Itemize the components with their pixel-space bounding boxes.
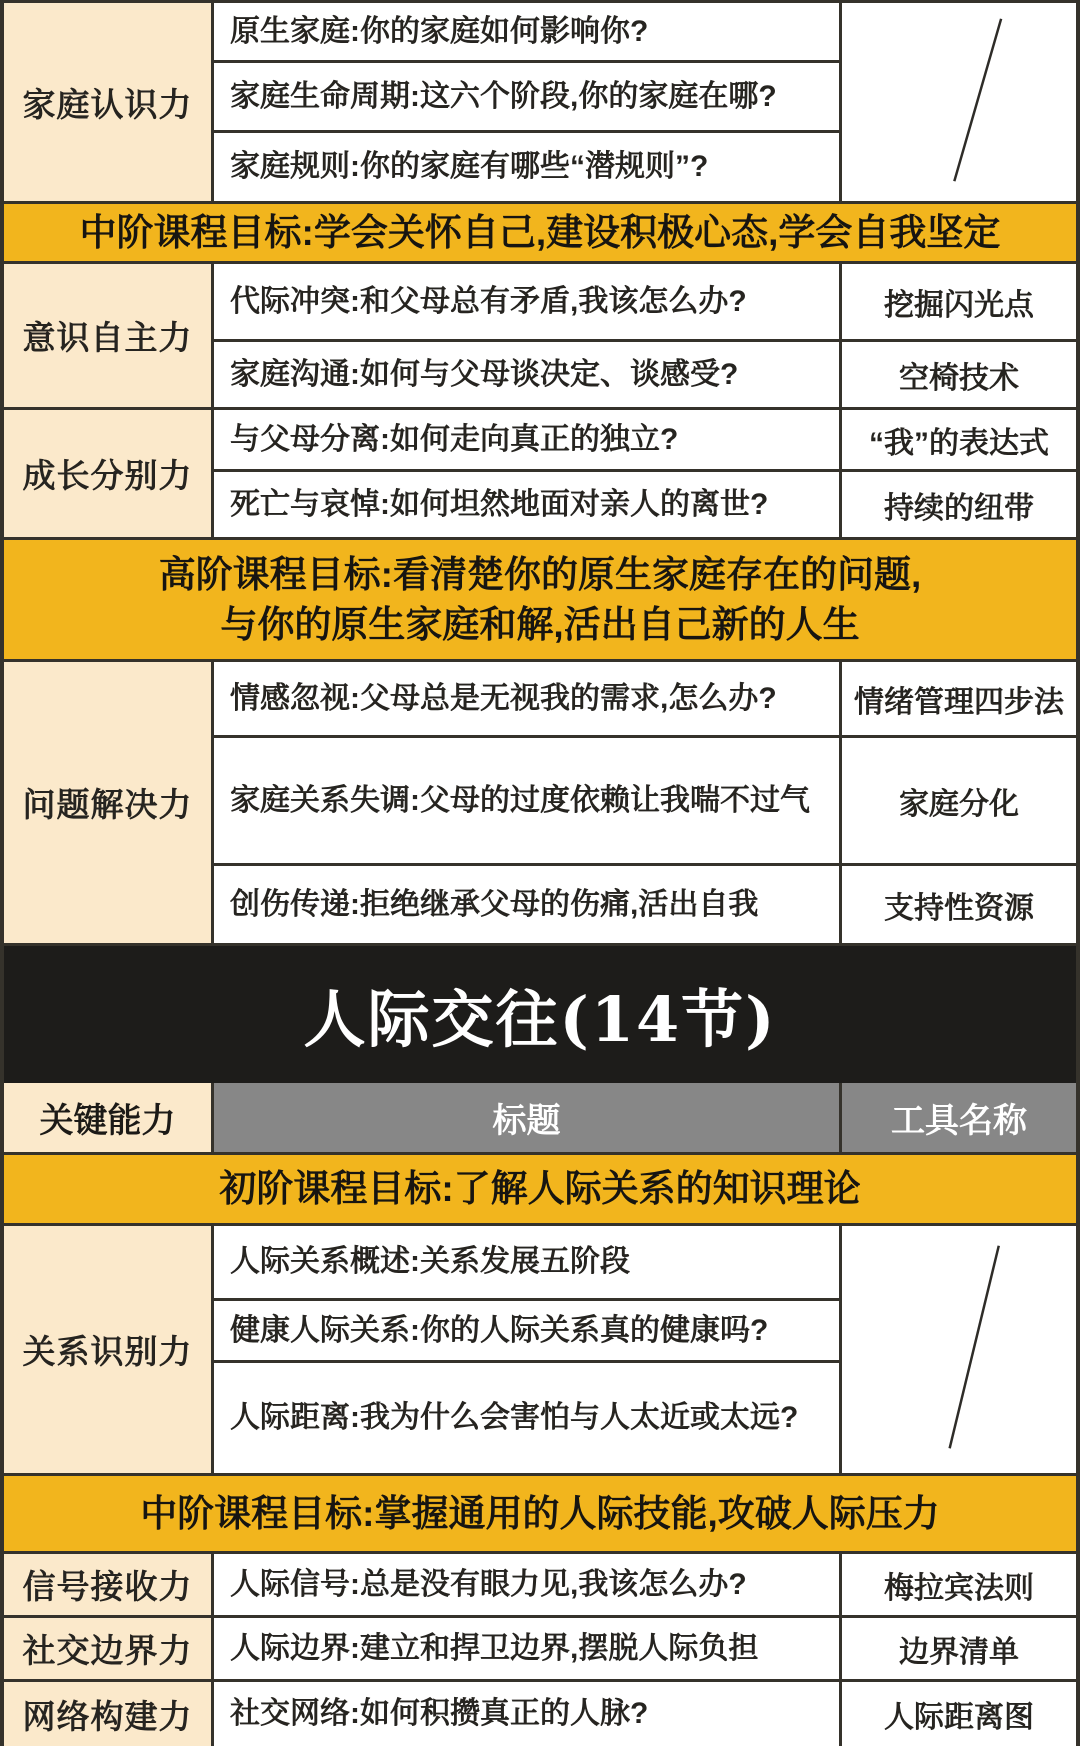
course-title-cell: 原生家庭:你的家庭如何影响你? — [214, 3, 839, 63]
banner-family-mid-goal — [4, 204, 1076, 264]
section-title-banner — [4, 946, 1076, 1083]
course-title-cell: 代际冲突:和父母总有矛盾,我该怎么办? — [214, 264, 839, 342]
group-family-awareness — [4, 0, 1076, 204]
course-title-cell: 人际距离:我为什么会害怕与人太近或太远? — [230, 1401, 799, 1435]
ability-cell: 成长分别力 — [4, 410, 214, 537]
tool-cell-merged — [842, 3, 1076, 201]
banner-family-high-goal — [4, 540, 1076, 662]
ability-cell: 家庭认识力 — [4, 3, 214, 201]
banner-text: 中阶课程目标:学会关怀自己,建设积极心态,学会自我坚定 — [79, 211, 1001, 253]
banner-text-line1: 高阶课程目标:看清楚你的原生家庭存在的问题, — [158, 553, 922, 595]
tool-cell: 情绪管理四步法 — [842, 662, 1076, 738]
tool-cell: 支持性资源 — [884, 891, 1034, 925]
column-header-row — [4, 1083, 1076, 1155]
course-title-cell: 创伤传递:拒绝继承父母的伤痛,活出自我 — [230, 887, 759, 921]
banner-text-line2: 与你的原生家庭和解,活出自己新的人生 — [220, 603, 860, 645]
slash-icon — [842, 1226, 1076, 1473]
banner-text: 初阶课程目标:了解人际关系的知识理论 — [219, 1168, 861, 1210]
course-title-cell: 人际信号:总是没有眼力见,我该怎么办? — [230, 1567, 747, 1601]
course-title-cell: 社交网络:如何积攒真正的人脉? — [230, 1697, 649, 1731]
group-problem-solving — [4, 662, 1076, 946]
course-title-cell: 家庭沟通:如何与父母谈决定、谈感受? — [230, 357, 739, 391]
tool-cell: 家庭分化 — [842, 738, 1076, 866]
header-ability: 关键能力 — [4, 1083, 214, 1152]
course-title-cell: 死亡与哀悼:如何坦然地面对亲人的离世? — [230, 487, 769, 521]
tool-cell: 挖掘闪光点 — [842, 264, 1076, 342]
banner-social-mid-goal — [4, 1476, 1076, 1554]
group-growth-separation — [4, 410, 1076, 540]
course-title-cell: 家庭关系失调:父母的过度依赖让我喘不过气 — [214, 738, 839, 866]
group-relation-recognition — [4, 1226, 1076, 1476]
banner-social-beginner-goal — [4, 1155, 1076, 1226]
tool-cell: 梅拉宾法则 — [884, 1571, 1034, 1605]
group-network-building — [4, 1682, 1076, 1746]
tool-cell: “我”的表达式 — [842, 410, 1076, 472]
banner-text: 中阶课程目标:掌握通用的人际技能,攻破人际压力 — [140, 1492, 940, 1534]
tool-cell-merged — [842, 1226, 1076, 1473]
tool-cell: 持续的纽带 — [884, 491, 1034, 525]
group-signal-receiving — [4, 1554, 1076, 1618]
header-title: 标题 — [214, 1083, 842, 1152]
course-title-cell: 家庭规则:你的家庭有哪些“潜规则”? — [230, 150, 709, 184]
ability-cell: 信号接收力 — [4, 1554, 214, 1615]
course-title-cell: 人际关系概述:关系发展五阶段 — [214, 1226, 839, 1301]
header-tool: 工具名称 — [842, 1083, 1076, 1152]
ability-cell: 意识自主力 — [4, 264, 214, 407]
ability-cell: 社交边界力 — [4, 1618, 214, 1679]
ability-cell: 关系识别力 — [4, 1226, 214, 1473]
group-self-autonomy — [4, 264, 1076, 410]
course-title-cell: 家庭生命周期:这六个阶段,你的家庭在哪? — [214, 63, 839, 133]
group-social-boundary — [4, 1618, 1076, 1682]
ability-cell: 问题解决力 — [4, 662, 214, 943]
course-title-cell: 情感忽视:父母总是无视我的需求,怎么办? — [214, 662, 839, 738]
course-title-cell: 人际边界:建立和捍卫边界,摆脱人际负担 — [230, 1631, 759, 1665]
section-title: 人际交往(14节) — [303, 983, 777, 1056]
tool-cell: 人际距离图 — [884, 1701, 1034, 1734]
tool-cell: 空椅技术 — [899, 361, 1019, 395]
course-title-cell: 与父母分离:如何走向真正的独立? — [214, 410, 839, 472]
course-title-cell: 健康人际关系:你的人际关系真的健康吗? — [214, 1301, 839, 1363]
ability-cell: 网络构建力 — [4, 1682, 214, 1746]
tool-cell: 边界清单 — [899, 1635, 1019, 1669]
slash-icon — [842, 3, 1076, 201]
